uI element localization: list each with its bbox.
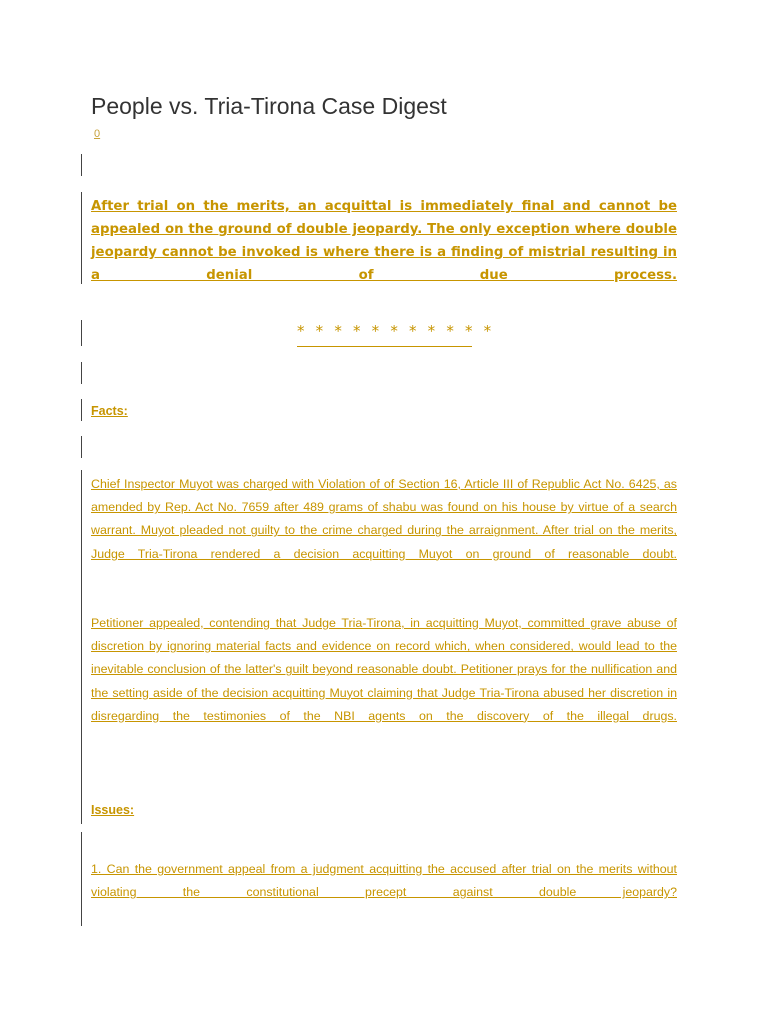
facts-paragraph: Chief Inspector Muyot was charged with Violation of of Section 16, Article III of Republic Act No. 6425, as amended by Rep. Act No. 7659 after 489 grams of shabu was found on his house by virtue of a search warrant. Muyot pleaded not guilty to the crime charged during the arraignment. After trial on the merits, Judge Tria-Tirona rendered a decision acquitting Muyot on ground of reasonable doubt.	[91, 477, 677, 561]
page-title: People vs. Tria-Tirona Case Digest	[91, 93, 447, 119]
margin-bar	[81, 399, 82, 421]
facts-paragraph: Petitioner appealed, contending that Judge Tria-Tirona, in acquitting Muyot, committed grave abuse of discretion by ignoring material facts and evidence on record which, when considered, would lead to the inevitable conclusion of the latter's guilt beyond reasonable doubt. Petitioner prays for the nullification and the setting aside of the decision acquitting Muyot claiming that Judge Tria-Tirona abused her discretion in disregarding the testimonies of the NBI agents on the discovery of the illegal drugs.	[91, 616, 677, 723]
margin-bar	[81, 436, 82, 458]
lead-paragraph: After trial on the merits, an acquittal is immediately final and cannot be appealed on the ground of double jeopardy. The only exception where double jeopardy cannot be invoked is where there is a finding of mistrial resulting in a denial of due process.	[91, 199, 677, 283]
section-separator: * * * * * * * * * * *	[297, 322, 472, 347]
issues-heading: Issues:	[91, 803, 135, 817]
comment-count-link[interactable]: 0	[94, 128, 101, 140]
margin-bar	[81, 470, 82, 824]
margin-bar	[81, 192, 82, 284]
facts-heading: Facts:	[91, 404, 128, 418]
margin-bar	[81, 832, 82, 926]
margin-bar	[81, 320, 82, 346]
issue-item: 1. Can the government appeal from a judgment acquitting the accused after trial on the merits without violating the constitutional precept against double jeopardy?	[91, 862, 677, 900]
margin-bar	[81, 362, 82, 384]
margin-bar	[81, 154, 82, 176]
